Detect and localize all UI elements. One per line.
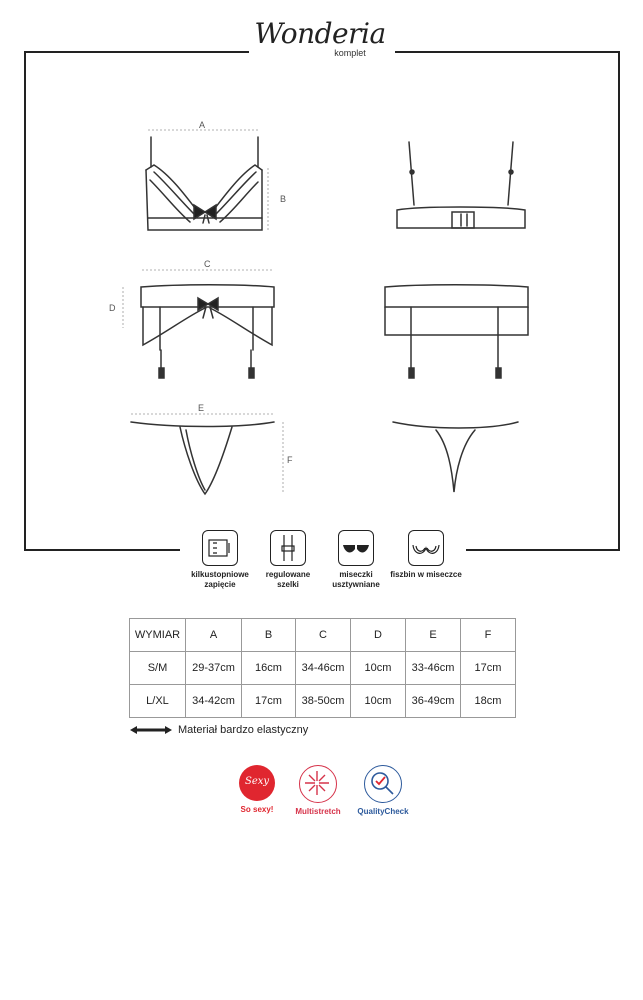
dim-label-c: C <box>204 259 211 269</box>
bra-back-drawing <box>397 142 525 228</box>
underwire-icon <box>408 530 444 566</box>
padded-cups-icon <box>338 530 374 566</box>
table-cell: 18cm <box>461 685 516 718</box>
material-note <box>130 724 308 736</box>
feature-label: regulowane <box>265 570 311 579</box>
table-row <box>130 652 516 685</box>
dim-label-e: E <box>198 403 205 413</box>
quality-check-icon <box>364 765 402 803</box>
brand-name: Wonderia <box>254 17 386 50</box>
badge-label: QualityCheck <box>357 807 409 816</box>
badges-row <box>230 765 420 825</box>
dim-label-d: D <box>109 303 116 313</box>
adjustable-straps-icon <box>270 530 306 566</box>
table-header-cell: C <box>296 619 351 652</box>
table-cell: 34-46cm <box>296 652 351 685</box>
sexy-badge-icon <box>239 765 275 801</box>
brand-subtitle: komplet <box>334 48 366 58</box>
feature-label: miseczki <box>339 570 373 579</box>
table-header-cell: B <box>242 619 296 652</box>
size-table <box>129 618 516 718</box>
badge-so-sexy <box>222 765 292 814</box>
dim-label-b: B <box>280 194 287 204</box>
table-cell: 36-49cm <box>406 685 461 718</box>
dim-label-f: F <box>287 455 293 465</box>
thong-back-drawing <box>393 422 518 492</box>
feature-label: kilkustopniowe <box>191 570 249 579</box>
table-cell: 16cm <box>242 652 296 685</box>
feature-underwire <box>386 530 466 580</box>
features-row <box>180 530 460 600</box>
table-header-cell: D <box>351 619 406 652</box>
table-cell: 17cm <box>461 652 516 685</box>
badge-qualitycheck <box>348 765 418 816</box>
table-cell: 33-46cm <box>406 652 461 685</box>
table-cell: 29-37cm <box>186 652 242 685</box>
table-header-cell: E <box>406 619 461 652</box>
table-cell: 34-42cm <box>186 685 242 718</box>
badge-label: So sexy! <box>240 805 274 814</box>
bra-front-drawing <box>146 137 262 230</box>
feature-cups <box>316 530 396 590</box>
badge-label: Multistretch <box>295 807 341 816</box>
table-cell: 10cm <box>351 652 406 685</box>
table-cell: 38-50cm <box>296 685 351 718</box>
thong-front-drawing <box>131 422 274 494</box>
badge-multistretch <box>283 765 353 816</box>
table-header-cell: F <box>461 619 516 652</box>
sexy-badge-text: Sexy <box>244 776 270 787</box>
multi-hook-clasp-icon <box>202 530 238 566</box>
feature-label: usztywniane <box>332 580 380 589</box>
stretch-arrows-icon <box>130 725 172 735</box>
feature-label: zapięcie <box>204 580 236 589</box>
feature-label: szelki <box>277 580 299 589</box>
dim-label-a: A <box>199 120 206 130</box>
table-cell: L/XL <box>130 685 186 718</box>
feature-label: fiszbin w miseczce <box>390 570 462 579</box>
garter-belt-back-drawing <box>385 285 528 378</box>
table-header-cell: A <box>186 619 242 652</box>
table-row <box>130 685 516 718</box>
garter-belt-front-drawing <box>141 285 274 378</box>
table-header-cell: WYMIAR <box>130 619 186 652</box>
table-cell: 10cm <box>351 685 406 718</box>
table-cell: S/M <box>130 652 186 685</box>
table-header-row <box>130 619 516 652</box>
material-note-text: Materiał bardzo elastyczny <box>178 724 309 736</box>
multistretch-icon <box>299 765 337 803</box>
table-cell: 17cm <box>242 685 296 718</box>
